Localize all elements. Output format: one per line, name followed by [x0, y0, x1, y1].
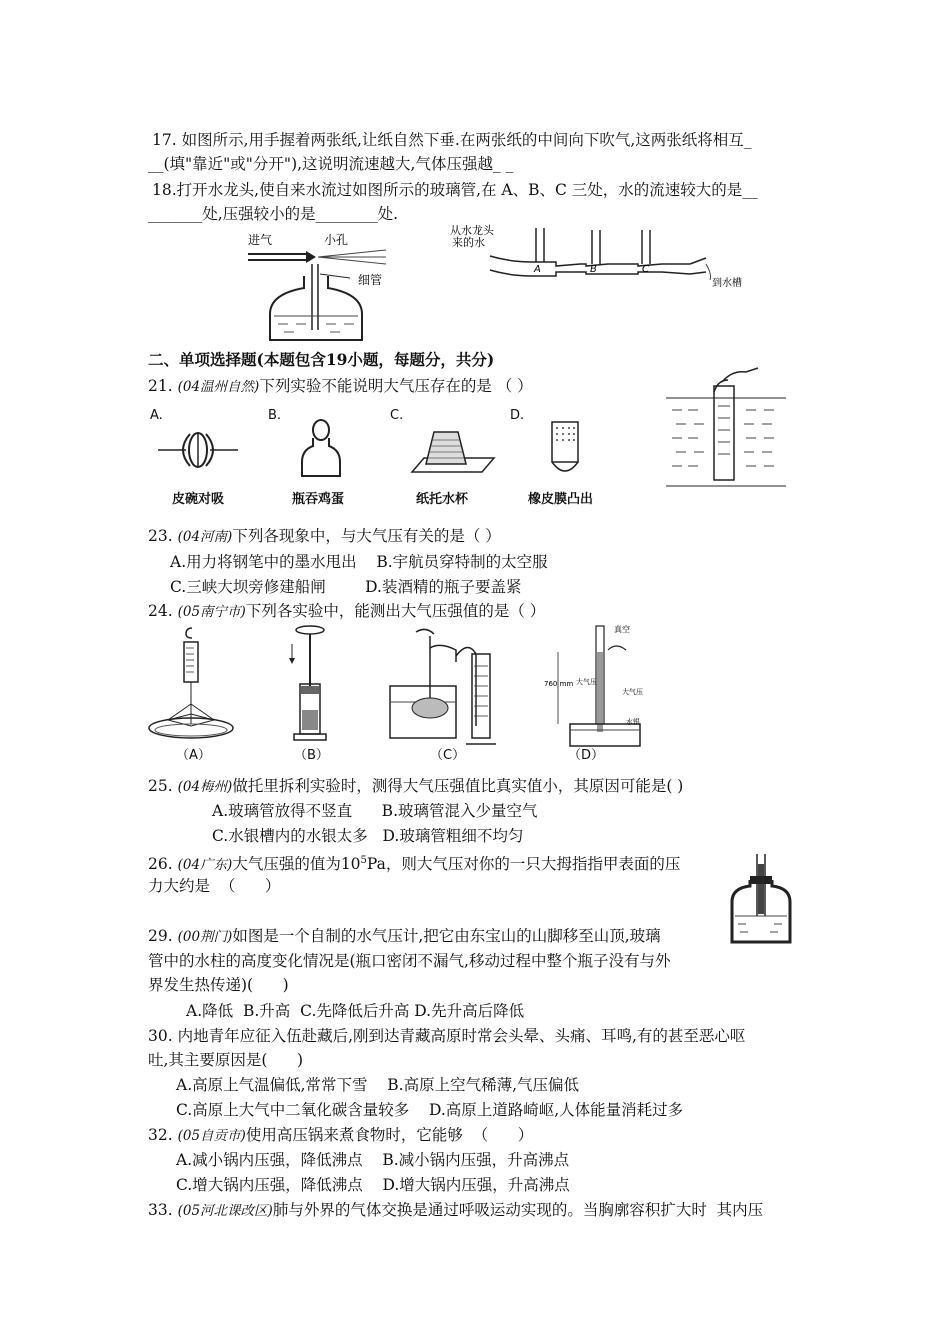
q24-label-d: （D）: [568, 748, 605, 763]
q21-fig-c-paper-cup: [396, 428, 496, 480]
q24-d-pressure-left: 大气压: [576, 678, 597, 686]
q23-options-1: A.用力将钢笔中的墨水甩出 B.宇航员穿特制的太空服: [170, 553, 548, 571]
q32-options-1: A.减小锅内压强，降低沸点 B.减小锅内压强，升高沸点: [176, 1151, 570, 1169]
q25-source: (04梅州): [177, 779, 233, 795]
q29-num: 29.: [148, 927, 173, 945]
pipe-figure: [450, 222, 780, 292]
sprayer-tube-label: 细管: [358, 273, 383, 287]
sprayer-figure: [246, 230, 406, 345]
q24-fig-a-spring-scale: [146, 624, 246, 754]
q23-source: (04河南): [177, 529, 233, 545]
q29-options: A.降低 B.升高 C.先降低后升高 D.先升高后降低: [186, 1002, 525, 1020]
q29-text: 如图是一个自制的水气压计,把它由东宝山的山脚移至山顶,玻璃: [232, 927, 661, 945]
q24-d-pressure-right: 大气压: [622, 688, 643, 696]
q23-num: 23.: [148, 527, 173, 545]
q23-text: 下列各现象中，与大气压有关的是（ ）: [232, 527, 501, 545]
q21-source: (04温州自然): [177, 379, 260, 395]
q30-line1: 30. 内地青年应征入伍赴藏后,刚到达青藏高原时常会头晕、头痛、耳鸣,有的甚至恶心呕: [148, 1027, 746, 1045]
pipe-a-label: A: [534, 264, 541, 275]
q24-label-a: （A）: [176, 748, 211, 763]
q24-fig-d-torricelli: [540, 620, 664, 752]
q23-options-2: C.三峡大坝旁修建船闸 D.装酒精的瓶子要盖紧: [170, 578, 522, 596]
q21-fig-b-bottle-egg: [296, 418, 346, 480]
q26-source: (04广东): [177, 857, 233, 874]
pipe-c-label: C: [642, 264, 649, 275]
q17-line2: __(填"靠近"或"分开"),这说明流速越大,气体压强越_ _: [148, 155, 514, 173]
q24-fig-c-manometer: [386, 626, 502, 754]
q21-opt-d-caption: 橡皮膜凸出: [528, 492, 594, 507]
q24-d-vacuum: 真空: [614, 625, 630, 634]
pipe-inlet-label1: 从水龙头: [450, 224, 494, 237]
q30-options-2: C.高原上大气中二氧化碳含量较多 D.高原上道路崎岖,人体能量消耗过多: [176, 1101, 684, 1119]
q26-line2: 力大约是 （ ）: [148, 877, 281, 895]
q25-line: [148, 776, 683, 797]
q24-text: 下列各实验中，能测出大气压强值的是（ ）: [245, 602, 546, 620]
q21-opt-b-caption: 瓶吞鸡蛋: [292, 492, 345, 507]
q32-source: (05自贡市): [177, 1128, 246, 1144]
q21-num: 21.: [148, 377, 173, 395]
q30-line2: 吐,其主要原因是( ): [148, 1051, 304, 1069]
q18-line1: 18.打开水龙头,使自来水流过如图所示的玻璃管,在 A、B、C 三处，水的流速较大的是__: [152, 181, 758, 199]
tube-in-water-figure: [666, 362, 786, 490]
q21-opt-c-caption: 纸托水杯: [416, 492, 469, 507]
q25-num: 25.: [148, 777, 173, 795]
pipe-inlet-label2: 来的水: [452, 236, 485, 249]
q24-label-c: （C）: [430, 748, 466, 763]
q32-text: 使用高压锅来煮食物时，它能够 （ ）: [245, 1126, 534, 1144]
q26-text-before: 大气压强的值为10: [232, 855, 361, 874]
q17-line1: 17. 如图所示,用手握着两张纸,让纸自然下垂.在两张纸的中间向下吹气,这两张纸将相互_: [152, 131, 752, 149]
q32-line: [148, 1125, 533, 1146]
q33-source: (05河北课改区): [177, 1203, 273, 1219]
q21-text: 下列实验不能说明大气压存在的是 （ ）: [259, 377, 533, 395]
q24-d-height: 760 mm: [544, 680, 574, 688]
q32-options-2: C.增大锅内压强，降低沸点 D.增大锅内压强，升高沸点: [176, 1176, 570, 1194]
q21-opt-a-letter: A.: [150, 408, 163, 423]
q26-num: 26.: [148, 855, 173, 874]
q21-opt-a-caption: 皮碗对吸: [172, 492, 225, 507]
q18-line2: _______处,压强较小的是________处.: [148, 205, 399, 223]
q24-d-mercury: 水银: [626, 718, 640, 726]
q25-text: 做托里拆利实验时，测得大气压强值比真实值小，其原因可能是( ): [232, 777, 684, 795]
q21-opt-b-letter: B.: [268, 408, 282, 423]
q33-text: 肺与外界的气体交换是通过呼吸运动实现的。当胸廓容积扩大时 其内压: [272, 1201, 764, 1219]
q33-num: 33.: [148, 1201, 173, 1219]
q32-num: 32.: [148, 1126, 173, 1144]
q24-fig-b-syringe: [280, 624, 340, 754]
q24-num: 24.: [148, 602, 173, 620]
q25-options-2: C.水银槽内的水银太多 D.玻璃管粗细不均匀: [212, 827, 524, 845]
q29-source: (00荆门): [177, 929, 233, 945]
q24-source: (05南宁市): [177, 604, 246, 620]
q29-line2: 管中的水柱的高度变化情况是(瓶口密闭不漏气,移动过程中整个瓶子没有与外: [148, 952, 671, 970]
q29-line: [148, 926, 661, 947]
pipe-outlet-label: 到水槽: [712, 278, 742, 289]
q24-label-b: （B）: [294, 748, 329, 763]
sprayer-in-label: 进气: [248, 233, 273, 247]
q29-line3: 界发生热传递)( ): [148, 976, 289, 994]
q26-sup: 5: [360, 855, 367, 866]
q21-fig-a-suction-cups: [156, 420, 240, 480]
q33-line: [148, 1200, 763, 1221]
q21-opt-d-letter: D.: [510, 408, 525, 423]
q24-line: [148, 601, 545, 622]
q30-options-1: A.高原上气温偏低,常常下雪 B.高原上空气稀薄,气压偏低: [176, 1076, 580, 1094]
water-barometer-figure: [726, 852, 796, 946]
section2-title: 二、单项选择题(本题包含19小题，每题分，共分): [148, 350, 495, 369]
q26-text-after: Pa，则大气压对你的一只大拇指指甲表面的压: [366, 855, 681, 874]
q21-line: [148, 376, 533, 397]
q26-line: [148, 851, 680, 875]
q21-opt-c-letter: C.: [390, 408, 404, 423]
sprayer-hole-label: 小孔: [324, 233, 349, 247]
q21-fig-d-rubber-membrane: [544, 420, 588, 482]
q25-options-1: A.玻璃管放得不竖直 B.玻璃管混入少量空气: [212, 802, 538, 820]
pipe-b-label: B: [590, 264, 597, 275]
q23-line: [148, 526, 501, 547]
